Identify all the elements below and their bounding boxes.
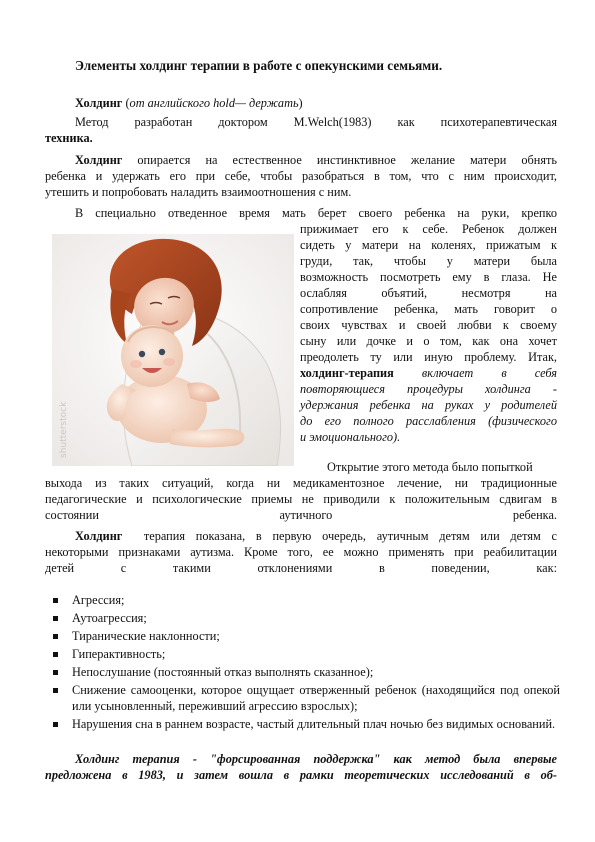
intro-term: Холдинг [75,96,123,110]
para5-line1-rest: терапия показана, в первую очередь, аутичным детям или детям с [122,529,557,543]
page-title: Элементы холдинг терапии в работе с опекунскими семьями. [75,58,443,73]
square-bullet-icon [53,652,58,657]
mother-baby-photo [52,234,294,466]
para5-line3: детей с такими отклонениями в поведении, как: [45,561,557,575]
holding-therapy-term: холдинг-терапия [300,366,394,380]
para1-line1: Метод разработан доктором M.Welch(1983) как психотерапевтическая [75,115,557,129]
para5-line1 [75,529,557,545]
list-item: Агрессия; [50,593,560,609]
para2-line2: ребенка и удержать его при себе, чтобы разобраться в том, что с ним происходит, [45,169,557,183]
italic-line: до его полного расслабления (физического [300,414,557,428]
behavior-list [50,593,560,734]
list-item: Снижение самооценки, которое ощущает отверженный ребенок (находящийся под опекой или усыновленный, переживший агрессию взрослых); [50,683,560,714]
italic-line: удержания ребенка на руках у родителей [300,398,557,412]
wrapped-line: своих чувствах и своей любви к своему [300,318,557,332]
wrapped-line: груди, так, чтобы у матери была [300,254,557,268]
square-bullet-icon [53,670,58,675]
intro-origin: от английского hold— держать [129,96,299,110]
list-item: Гиперактивность; [50,647,560,663]
final-line2: предложена в 1983, и затем вошла в рамки теоретических исследований в об- [45,768,557,782]
includes-phrase: включает в себя [421,366,557,380]
final-line1-rest: "форсированная поддержка" как метод была впервые [210,752,557,766]
wrapped-line: преодолеть ту или иную проблему. Итак, [300,350,557,364]
para1-line2: техника. [45,131,93,145]
para2-line1-rest: опирается на естественное инстинктивное желание матери обнять [122,153,557,167]
italic-line: и эмоционального). [300,430,401,444]
svg-text:shutterstock: shutterstock [59,401,69,458]
para2-lead: Холдинг [75,153,123,167]
wrapped-line: ослабляя объятий, несмотря на [300,286,557,300]
square-bullet-icon [53,616,58,621]
wrapped-line: сидеть у матери на коленях, прижатым к [300,238,557,252]
para3-line1: В специально отведенное время мать берет своего ребенка на руки, крепко [75,206,557,220]
list-item: Непослушание (постоянный отказ выполнять сказанное); [50,665,560,681]
list-item: Тиранические наклонности; [50,629,560,645]
para2-line3: утешить и попробовать наладить взаимоотношения с ним. [45,185,352,199]
intro-line [75,96,303,112]
intro-paren-close: ) [298,96,303,110]
para4-line1: Открытие этого метода было попыткой [327,460,533,474]
para5-line2: некоторыми признаками аутизма. Кроме того, ее можно применять при реабилитации [45,545,557,559]
para4-line4: состоянии аутичного ребенка. [45,508,557,522]
square-bullet-icon [53,722,58,727]
final-line1 [75,752,557,768]
para4-line3: педагогические и психологические приемы не приводили к положительным сдвигам в [45,492,557,506]
wrapped-line: возможность посмотреть ему в глаза. Не [300,270,557,284]
intro-paren-open: ( [122,96,130,110]
wrapped-line: прижимает его к себе. Ребенок должен [300,222,557,236]
wrapped-line-holding [300,366,557,382]
list-item: Нарушения сна в раннем возрасте, частый длительный плач ночью без видимых оснований. [50,717,560,733]
para4-line2: выхода из таких ситуаций, когда ни медикаментозное лечение, ни традиционные [45,476,557,490]
italic-line: повторяющиеся процедуры холдинга - [300,382,557,396]
final-lead: Холдинг терапия - [75,752,211,766]
para5-lead: Холдинг [75,529,123,543]
para2-line1 [75,153,557,169]
wrapped-line: сопротивление ребенка, мать говорит о [300,302,557,316]
square-bullet-icon [53,634,58,639]
list-item: Аутоагрессия; [50,611,560,627]
wrapped-line: сыну или дочке и о том, как она хочет [300,334,557,348]
square-bullet-icon [53,598,58,603]
square-bullet-icon [53,688,58,693]
